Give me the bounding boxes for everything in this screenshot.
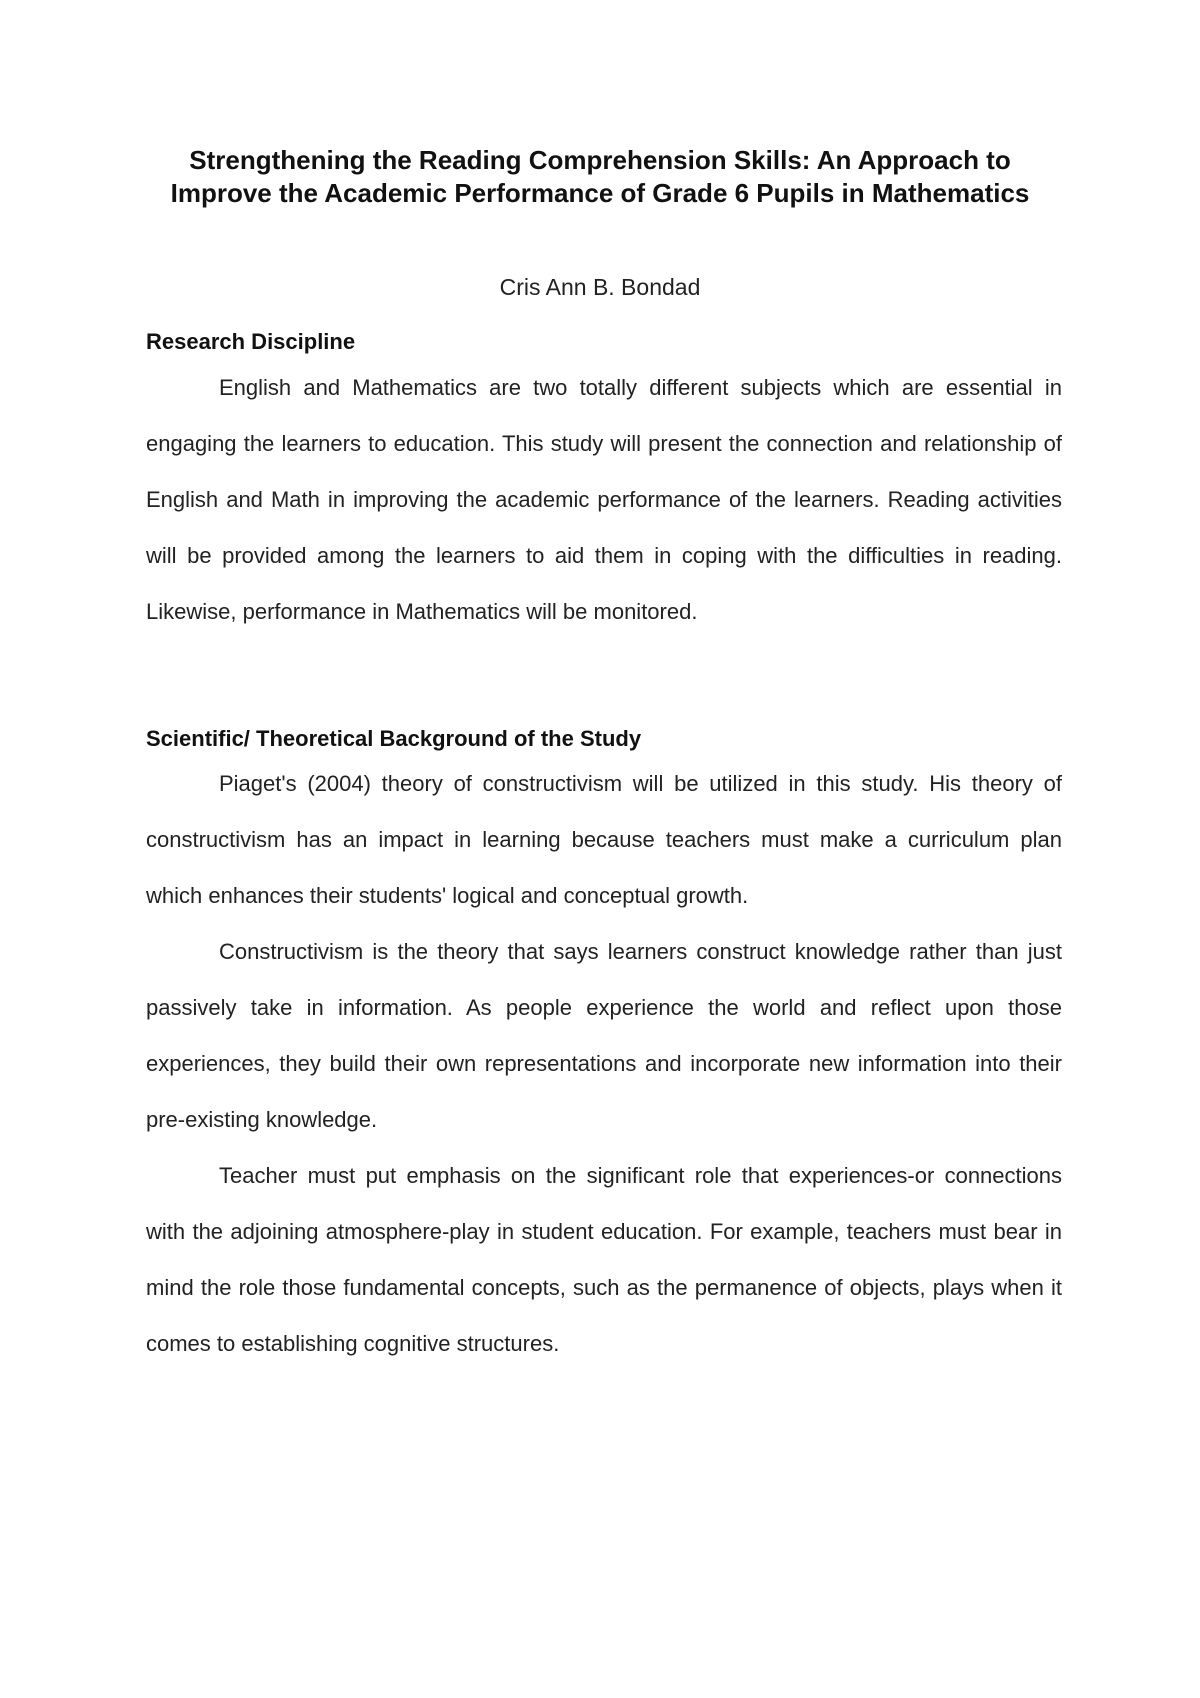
section-heading-research-discipline: Research Discipline <box>146 329 356 354</box>
paragraph-research-discipline: English and Mathematics are two totally different subjects which are essential in engaging the learners to education. This study will present the connection and relationship of English and Math in improving the academic performance of the learners. Reading activities will be provided among the learners to aid them in coping with the difficulties in reading. Likewise, performance in Mathematics will be monitored. <box>146 375 1062 624</box>
section-heading-theoretical-background: Scientific/ Theoretical Background of the Study <box>146 726 642 751</box>
paragraph-teacher-emphasis: Teacher must put emphasis on the significant role that experiences-or connections with the adjoining atmosphere-play in student education. For example, teachers must bear in mind the role those fundamental concepts, such as the permanence of objects, plays when it comes to establishing cognitive structures. <box>146 1163 1062 1356</box>
paragraph-constructivism-definition: Constructivism is the theory that says learners construct knowledge rather than just passively take in information. As people experience the world and reflect upon those experiences, they build their own representations and incorporate new information into their pre-existing knowledge. <box>146 939 1062 1132</box>
paragraph-piaget-constructivism: Piaget's (2004) theory of constructivism will be utilized in this study. His theory of constructivism has an impact in learning because teachers must make a curriculum plan which enhances their students' logical and conceptual growth. <box>146 771 1062 908</box>
author-name: Cris Ann B. Bondad <box>499 274 701 300</box>
document-title: Strengthening the Reading Comprehension Skills: An Approach to Improve the Academic Performance of Grade 6 Pupils in Mathematics <box>170 145 1030 208</box>
